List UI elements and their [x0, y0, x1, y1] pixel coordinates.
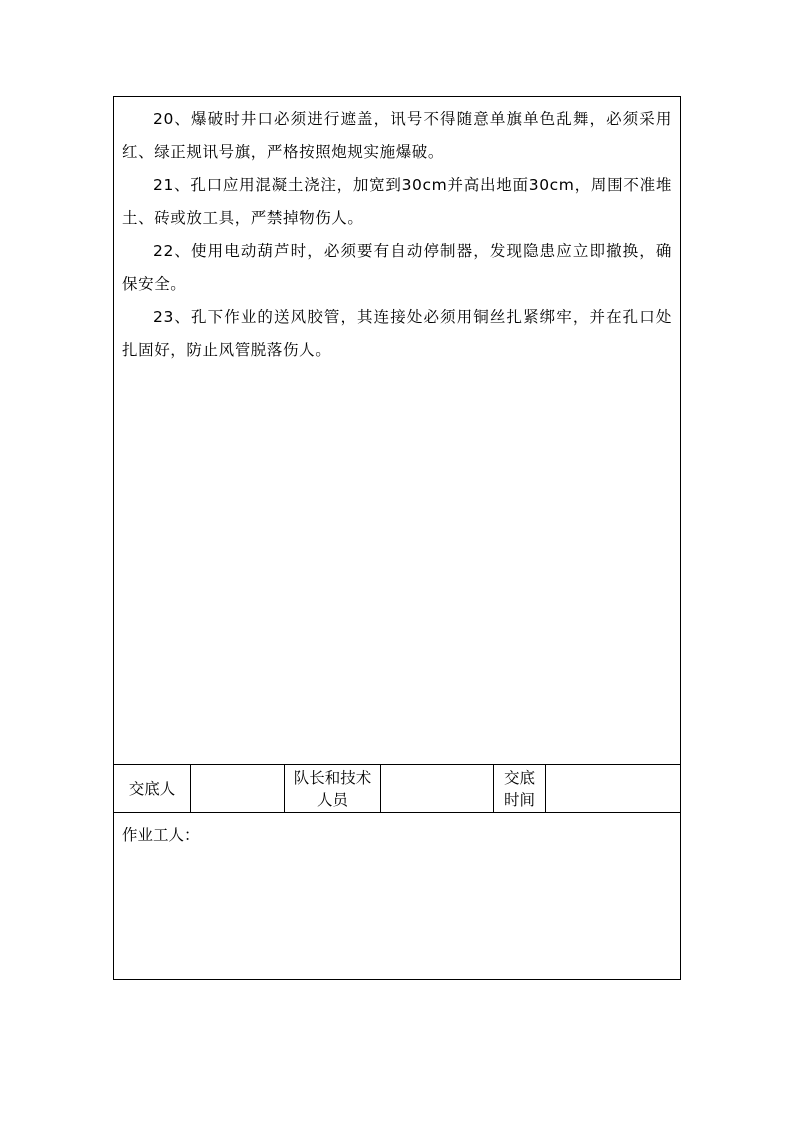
- leader-field[interactable]: [380, 765, 493, 812]
- handover-person-field[interactable]: [190, 765, 284, 812]
- workers-label: 作业工人：: [122, 826, 200, 844]
- rule-22: 22、使用电动葫芦时，必须要有自动停制器，发现隐患应立即撤换，确保安全。: [122, 242, 672, 293]
- signature-row: [114, 765, 680, 813]
- rule-21: 21、孔口应用混凝土浇注，加宽到30cm并高出地面30cm，周围不准堆土、砖或放工具，严禁掉物伤人。: [122, 176, 672, 227]
- handover-time-label: 交底时间: [493, 765, 545, 812]
- disclosure-form: [113, 96, 681, 980]
- leader-label: 队长和技术人员: [284, 765, 380, 812]
- safety-rules-section: [114, 97, 680, 765]
- workers-section[interactable]: [114, 813, 680, 979]
- rule-23: 23、孔下作业的送风胶管，其连接处必须用铜丝扎紧绑牢，并在孔口处扎固好，防止风管脱落伤人。: [122, 308, 672, 359]
- handover-time-field[interactable]: [545, 765, 680, 812]
- handover-person-label: 交底人: [128, 779, 176, 798]
- rule-20: 20、爆破时井口必须进行遮盖，讯号不得随意单旗单色乱舞，必须采用红、绿正规讯号旗，严格按照炮规实施爆破。: [122, 110, 672, 161]
